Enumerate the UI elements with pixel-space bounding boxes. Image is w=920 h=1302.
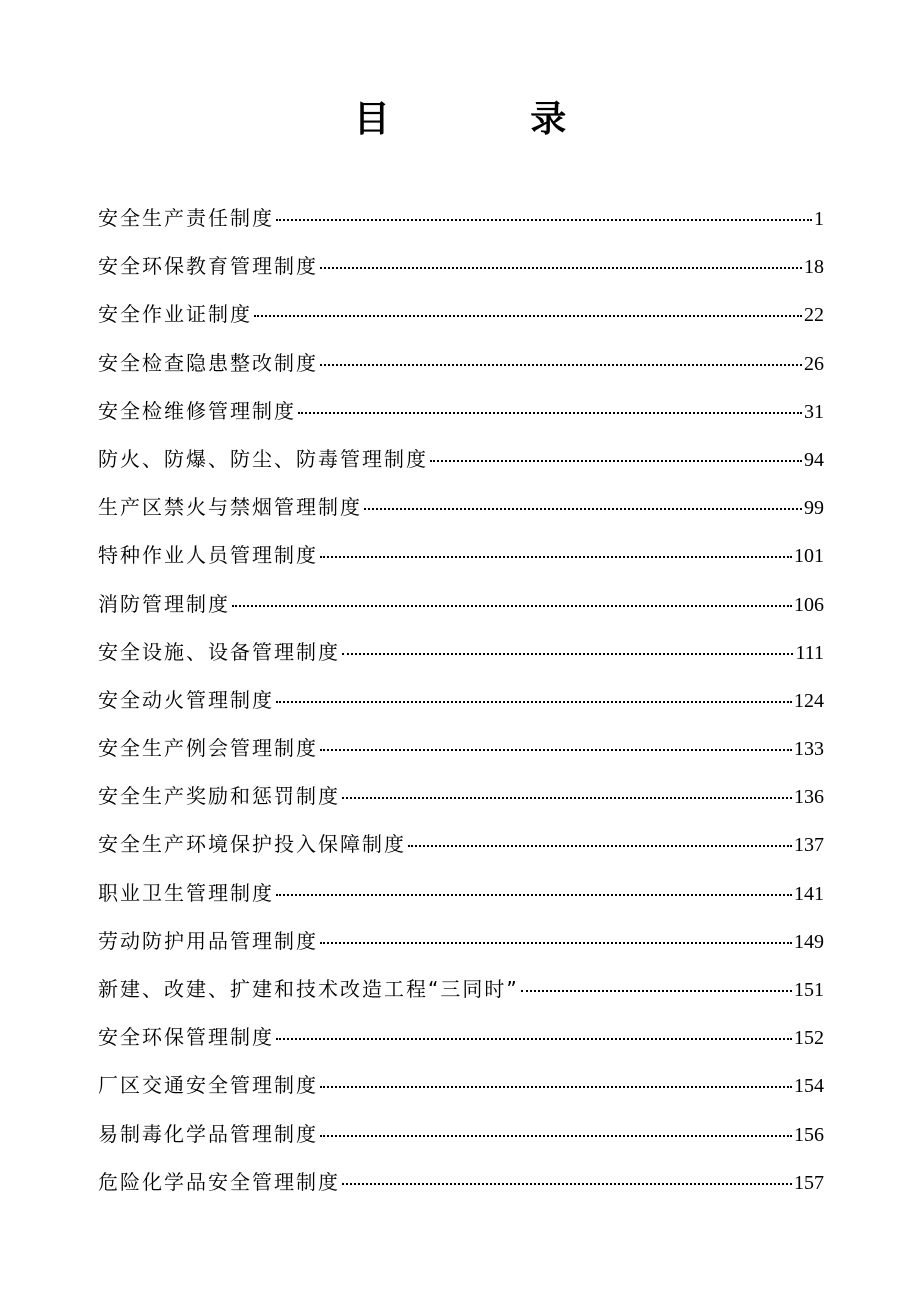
toc-entry-page-number: 149 [794,930,824,953]
toc-entry-label: 安全生产奖励和惩罚制度 [98,784,340,809]
toc-entry-page-number: 31 [804,400,824,423]
toc-dot-leader [232,605,792,607]
toc-entry-page-number: 106 [794,593,824,616]
toc-entry-label: 安全作业证制度 [98,302,252,327]
toc-entry-page-number: 156 [794,1123,824,1146]
toc-entry[interactable] [98,1019,824,1067]
toc-entry-page-number: 154 [794,1075,824,1098]
toc-entry-label: 安全设施、设备管理制度 [98,639,340,664]
toc-dot-leader [320,364,802,366]
toc-dot-leader [320,942,792,944]
toc-entry[interactable] [98,826,824,874]
toc-entry[interactable] [98,1116,824,1164]
toc-entry-label: 防火、防爆、防尘、防毒管理制度 [98,446,428,471]
table-of-contents [98,200,824,1212]
toc-dot-leader [276,1038,792,1040]
toc-dot-leader [320,1135,792,1137]
toc-entry[interactable] [98,778,824,826]
toc-entry[interactable] [98,441,824,489]
toc-entry[interactable] [98,682,824,730]
toc-entry[interactable] [98,1067,824,1115]
toc-entry-page-number: 151 [794,979,824,1001]
toc-entry[interactable] [98,875,824,923]
toc-entry-page-number: 111 [795,641,824,664]
toc-entry-page-number: 22 [804,304,824,327]
toc-dot-leader [276,701,792,703]
toc-entry-label: 安全环保管理制度 [98,1025,274,1050]
toc-dot-leader [298,412,802,414]
toc-entry-label: 生产区禁火与禁烟管理制度 [98,495,362,520]
toc-entry-label: 安全生产例会管理制度 [98,736,318,761]
toc-entry-page-number: 101 [794,545,824,568]
toc-dot-leader [342,653,793,655]
toc-entry[interactable] [98,730,824,778]
toc-entry-label: 厂区交通安全管理制度 [98,1073,318,1098]
toc-entry[interactable] [98,345,824,393]
toc-entry-page-number: 141 [794,882,824,905]
toc-entry[interactable] [98,923,824,971]
toc-dot-leader [276,219,812,221]
toc-dot-leader [430,460,802,462]
toc-entry-page-number: 152 [794,1027,824,1050]
toc-dot-leader [408,845,792,847]
toc-entry-page-number: 94 [804,448,824,471]
page-title: 目 录 [353,99,631,140]
toc-entry-label: 安全生产环境保护投入保障制度 [98,832,406,857]
toc-entry[interactable] [98,393,824,441]
toc-entry-page-number: 137 [794,834,824,857]
toc-entry-label: 安全生产责任制度 [98,206,274,230]
toc-entry[interactable] [98,248,824,296]
toc-entry-label: 安全环保教育管理制度 [98,254,318,279]
toc-dot-leader [364,508,802,510]
toc-entry-page-number: 136 [794,786,824,809]
toc-dot-leader [320,1086,792,1088]
toc-dot-leader [320,267,802,269]
toc-dot-leader [320,556,792,558]
toc-dot-leader [276,894,792,896]
toc-entry-page-number: 157 [794,1171,824,1194]
toc-entry[interactable] [98,296,824,344]
toc-entry[interactable] [98,1164,824,1212]
toc-entry-label: 危险化学品安全管理制度 [98,1169,340,1194]
toc-entry-label: 安全检查隐患整改制度 [98,350,318,375]
toc-entry[interactable] [98,489,824,537]
toc-entry[interactable] [98,971,824,1019]
toc-entry[interactable] [98,586,824,634]
toc-entry-label: 特种作业人员管理制度 [98,543,318,568]
toc-entry-page-number: 133 [794,738,824,761]
toc-entry[interactable] [98,634,824,682]
toc-dot-leader [342,797,792,799]
toc-dot-leader [254,315,802,317]
toc-entry[interactable] [98,537,824,585]
toc-entry-page-number: 124 [794,689,824,712]
toc-entry-label: 安全动火管理制度 [98,687,274,712]
toc-dot-leader [342,1183,792,1185]
toc-entry-label: 劳动防护用品管理制度 [98,928,318,953]
toc-entry-page-number: 1 [814,208,824,230]
toc-entry-label: 安全检维修管理制度 [98,398,296,423]
toc-entry-label: 易制毒化学品管理制度 [98,1121,318,1146]
toc-entry-label: 职业卫生管理制度 [98,880,274,905]
toc-entry-label: 新建、改建、扩建和技术改造工程“三同时” [98,977,519,1001]
toc-dot-leader [320,749,792,751]
toc-entry-page-number: 18 [804,256,824,279]
toc-dot-leader [521,990,792,992]
toc-entry-page-number: 99 [804,497,824,520]
toc-entry-page-number: 26 [804,352,824,375]
toc-entry[interactable] [98,200,824,248]
toc-entry-label: 消防管理制度 [98,591,230,616]
